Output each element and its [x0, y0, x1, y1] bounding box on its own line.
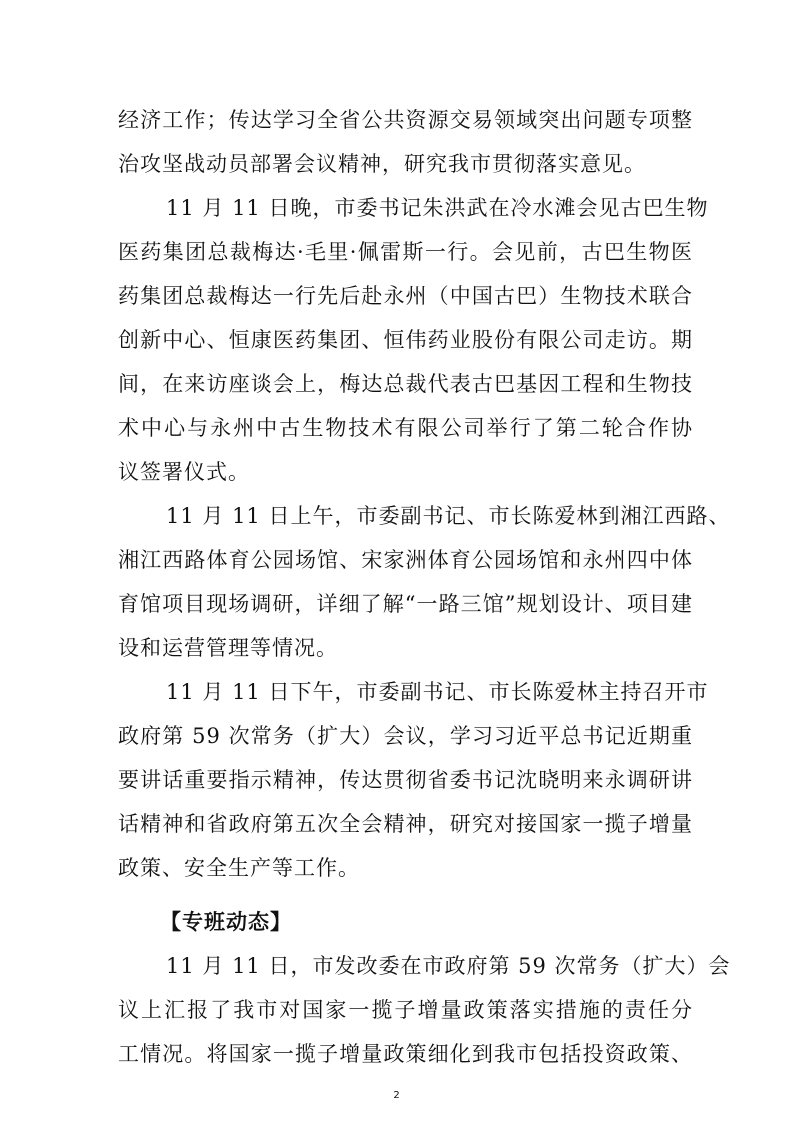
- paragraph-line: 治攻坚战动员部署会议精神，研究我市贯彻落实意见。: [118, 152, 646, 176]
- paragraph-line: 间，在来访座谈会上，梅达总裁代表古巴基因工程和生物技: [118, 372, 693, 396]
- paragraph-line: 政府第 59 次常务（扩大）会议，学习习近平总书记近期重: [118, 724, 693, 748]
- page-number: 2: [393, 1090, 400, 1101]
- paragraph-line: 术中心与永州中古生物技术有限公司举行了第二轮合作协: [118, 416, 693, 440]
- paragraph-line: 11 月 11 日晚，市委书记朱洪武在冷水滩会见古巴生物: [166, 196, 709, 220]
- paragraph-line: 创新中心、恒康医药集团、恒伟药业股份有限公司走访。期: [118, 328, 693, 352]
- section-heading: 【专班动态】: [160, 910, 292, 934]
- paragraph-line: 要讲话重要指示精神，传达贯彻省委书记沈晓明来永调研讲: [118, 768, 693, 792]
- paragraph-line: 工情况。将国家一揽子增量政策细化到我市包括投资政策、: [118, 1042, 693, 1066]
- paragraph-line: 药集团总裁梅达一行先后赴永州（中国古巴）生物技术联合: [118, 284, 693, 308]
- paragraph-line: 育馆项目现场调研，详细了解“一路三馆”规划设计、项目建: [118, 592, 693, 616]
- paragraph-line: 11 月 11 日，市发改委在市政府第 59 次常务（扩大）会: [166, 954, 731, 978]
- paragraph-line: 议签署仪式。: [118, 460, 250, 484]
- paragraph-line: 议上汇报了我市对国家一揽子增量政策落实措施的责任分: [118, 998, 693, 1022]
- paragraph-line: 话精神和省政府第五次全会精神，研究对接国家一揽子增量: [118, 812, 693, 836]
- paragraph-line: 湘江西路体育公园场馆、宋家洲体育公园场馆和永州四中体: [118, 548, 693, 572]
- paragraph-line: 设和运营管理等情况。: [118, 636, 338, 660]
- paragraph-line: 11 月 11 日上午，市委副书记、市长陈爱林到湘江西路、: [166, 504, 731, 528]
- paragraph-line: 医药集团总裁梅达·毛里·佩雷斯一行。会见前，古巴生物医: [118, 240, 693, 264]
- paragraph-line: 11 月 11 日下午，市委副书记、市长陈爱林主持召开市: [166, 680, 709, 704]
- paragraph-line: 经济工作；传达学习全省公共资源交易领域突出问题专项整: [118, 108, 693, 132]
- paragraph-line: 政策、安全生产等工作。: [118, 856, 360, 880]
